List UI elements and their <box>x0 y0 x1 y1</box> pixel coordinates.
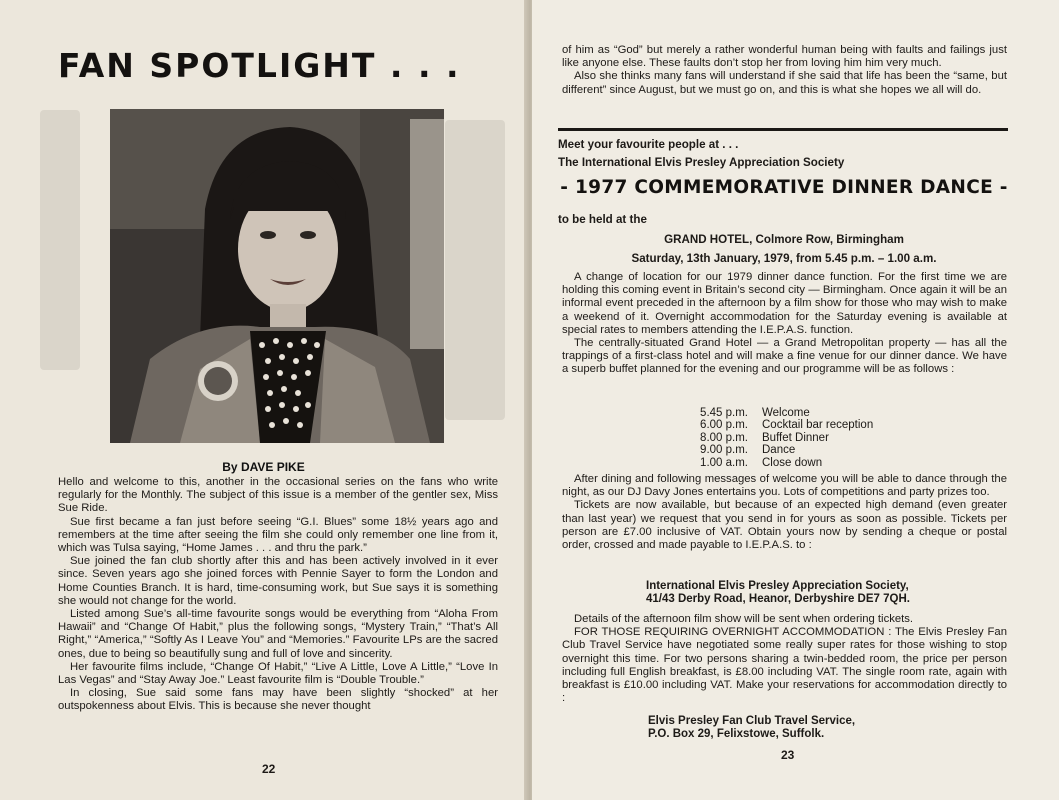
left-page <box>0 0 527 800</box>
meet-line: Meet your favourite people at . . . <box>558 138 739 151</box>
programme-time: 1.00 a.m. <box>700 456 748 469</box>
accommodation-details <box>562 613 1007 705</box>
show-through-artwork <box>40 110 80 370</box>
address-line: P.O. Box 29, Felixstowe, Suffolk. <box>648 728 825 740</box>
ticket-details <box>562 473 1007 552</box>
event-title: - 1977 COMMEMORATIVE DINNER DANCE - <box>560 177 1008 198</box>
article-paragraph: FOR THOSE REQUIRING OVERNIGHT ACCOMMODATION : The Elvis Presley Fan Club Travel Service have negotiated some really super rates for those wishing to stop overnight this time. For two persons sharing a twin-bedded room, the price per person including full English breakfast, is £8.00 including VAT. The single room rate, again with breakfast is £10.00 including VAT. Make your reservations for accommodation directly to : <box>562 626 1007 705</box>
programme-item: Close down <box>762 456 823 469</box>
programme-item: Buffet Dinner <box>762 431 829 444</box>
held-at-line: to be held at the <box>558 213 647 226</box>
article-continuation <box>562 44 1007 97</box>
article-paragraph: Sue joined the fan club shortly after this and has been actively involved in it ever since. Seven years ago she joined forces with Pennie Sayer to form the London and Home Counties Branch. It is hard, time-consuming work, but Sue says it is something she would not change for the world. <box>58 555 498 607</box>
society-address <box>646 580 910 606</box>
article-paragraph: After dining and following messages of welcome you will be able to dance through the night, as our DJ Davy Jones entertains you. Lots of competitions and party prizes too. <box>562 473 1007 499</box>
date-line: Saturday, 13th January, 1979, from 5.45 p.m. – 1.00 a.m. <box>631 252 937 265</box>
programme-row <box>690 407 873 419</box>
programme-row <box>690 457 873 469</box>
article-paragraph: of him as “God” but merely a rather wonderful human being with faults and failings just like anyone else. These faults don’t stop her from loving him him very much. <box>562 44 1007 70</box>
address-line: International Elvis Presley Appreciation Society, <box>646 580 909 592</box>
article-paragraph: Sue first became a fan just before seeing “G.I. Blues” some 18½ years ago and remembers at the time after seeing the film she could only remember one line from it, which was Tulsa saying, “Home James . . . and thru the park.” <box>58 515 498 555</box>
programme-time: 9.00 p.m. <box>700 444 748 457</box>
programme-row <box>690 444 873 456</box>
programme-time: 8.00 p.m. <box>700 431 748 444</box>
article-paragraph: Her favourite films include, “Change Of Habit,” “Live A Little, Love A Little,” “Love In Las Vegas” and “Stay Away Joe.” Least favourite film is “Double Trouble.” <box>58 660 498 687</box>
article-paragraph: Tickets are now available, but because of an expected high demand (even greater than last year) we request that you send in for yours as soon as possible. Tickets per person are £7.00 inclusive of VAT. Obtain yours now by sending a cheque or postal order, crossed and made payable to I.E.P.A.S. to : <box>562 499 1007 552</box>
address-line: 41/43 Derby Road, Heanor, Derbyshire DE7 7QH. <box>646 593 910 605</box>
programme-item: Dance <box>762 444 796 457</box>
event-details <box>562 271 1007 377</box>
programme-schedule <box>690 407 873 469</box>
address-line: Elvis Presley Fan Club Travel Service, <box>648 715 856 727</box>
travel-service-address <box>648 715 855 741</box>
programme-time: 6.00 p.m. <box>700 419 748 432</box>
society-line: The International Elvis Presley Appreciation Society <box>558 156 845 169</box>
article-paragraph: A change of location for our 1979 dinner dance function. For the first time we are holding this coming event in Britain’s second city — Birmingham. Once again it will be an informal event preceded in the afternoon by a film show for those who may wish to make a weekend of it. Overnight accommodation for the Saturday evening is available at special rates to members attending the I.E.P.A.S. function. <box>562 271 1007 336</box>
article-paragraph: In closing, Sue said some fans may have been slightly “shocked” at her outspokenness about Elvis. This is because she never thought <box>58 687 498 713</box>
programme-item: Cocktail bar reception <box>762 419 874 432</box>
article-paragraph: Listed among Sue’s all-time favourite songs would be everything from “Aloha From Hawaii” and “Change Of Habit,” plus the following songs, “Mystery Train,” “That’s All Right,” “America,” “Softly As I Leave You” and “Memories.” Favourite LPs are the sacred ones, due to being so beautifully sung and full of love and sincerity. <box>58 608 498 660</box>
article-paragraph: Details of the afternoon film show will be sent when ordering tickets. <box>574 613 914 625</box>
headline: FAN SPOTLIGHT . . . <box>58 46 461 85</box>
article-paragraph: Also she thinks many fans will understand if she said that life has been the “same, but different” since August, but we must go on, and this is what she hopes we all will do. <box>562 70 1007 96</box>
programme-item: Welcome <box>762 407 810 419</box>
article-paragraph: Hello and welcome to this, another in the occasional series on the fans who write regularly for the Monthly. The subject of this issue is a member of the gentler sex, Miss Sue Ride. <box>58 476 498 515</box>
fan-portrait-photo <box>110 109 444 443</box>
article-paragraph: The centrally-situated Grand Hotel — a Grand Metropolitan property — has all the trappings of a first-class hotel and will make a fine venue for our dinner dance. We have a superb buffet planned for the evening and our programme will be as follows : <box>562 337 1007 376</box>
programme-row <box>690 419 873 431</box>
byline: By DAVE PIKE <box>222 460 305 474</box>
page-number: 22 <box>262 762 276 776</box>
programme-time: 5.45 p.m. <box>700 407 748 419</box>
programme-row <box>690 432 873 444</box>
show-through-artwork <box>445 120 505 420</box>
venue-line: GRAND HOTEL, Colmore Row, Birmingham <box>664 233 904 246</box>
article-body <box>58 476 498 714</box>
page-number: 23 <box>781 748 795 762</box>
section-rule <box>558 128 1008 131</box>
